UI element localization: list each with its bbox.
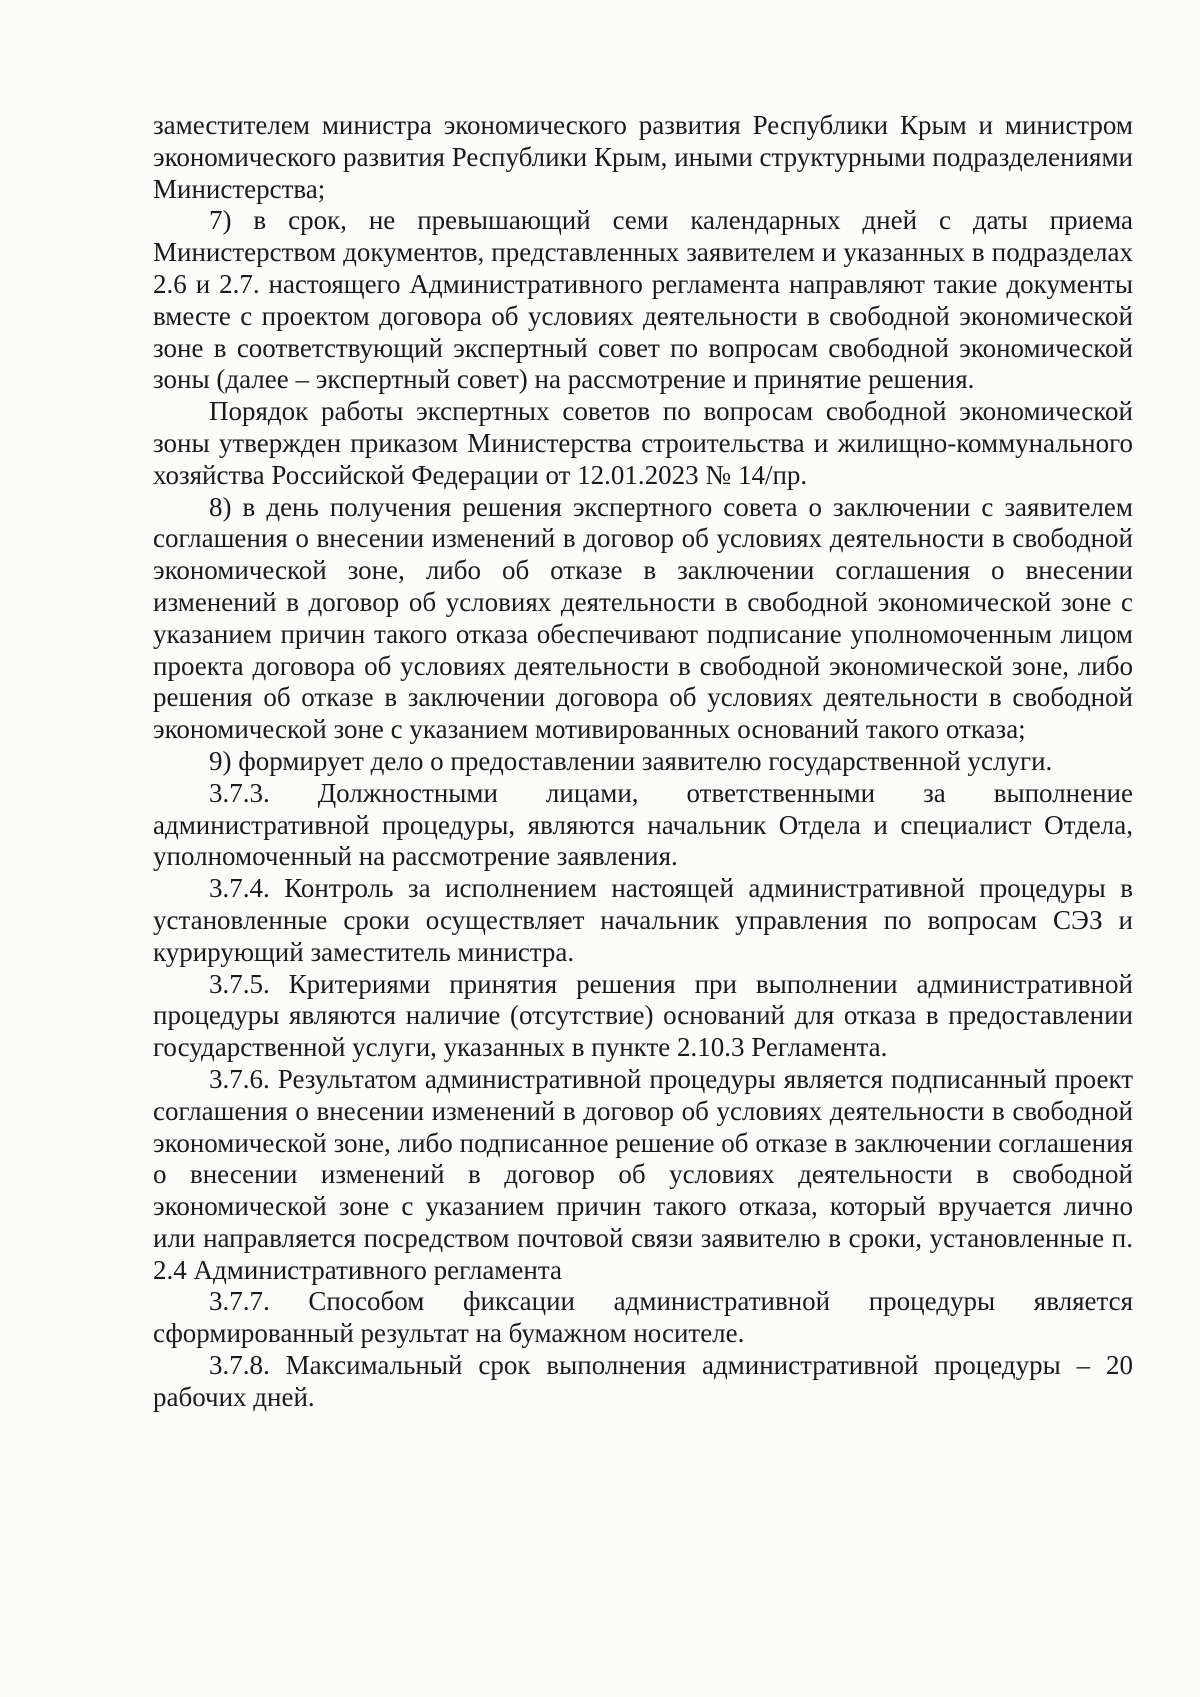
- paragraph-3-7-3: 3.7.3. Должностными лицами, ответственными за выполнение административной процедуры, являются начальник Отдела и специалист Отдела, уполномоченный на рассмотрение заявления.: [153, 777, 1133, 872]
- paragraph-item-9: 9) формирует дело о предоставлении заявителю государственной услуги.: [209, 745, 1053, 776]
- paragraph-3-7-8: 3.7.8. Максимальный срок выполнения административной процедуры – 20 рабочих дней.: [153, 1350, 1133, 1412]
- paragraph-expert-council-order: Порядок работы экспертных советов по вопросам свободной экономической зоны утвержден приказом Министерства строительства и жилищно-коммунального хозяйства Российской Федерации от 12.01.2023 № 14/пр.: [153, 396, 1133, 490]
- paragraph-3-7-7: 3.7.7. Способом фиксации административной процедуры является сформированный результат на бумажном носителе.: [153, 1286, 1133, 1349]
- paragraph-continuation: заместителем министра экономического развития Республики Крым и министром экономического развития Республики Крым, иными структурными подразделениями Министерства;: [153, 110, 1133, 204]
- document-body: [153, 110, 1133, 1414]
- paragraph-3-7-4: 3.7.4. Контроль за исполнением настоящей административной процедуры в установленные сроки осуществляет начальник управления по вопросам СЭЗ и курирующий заместитель министра.: [153, 873, 1133, 967]
- paragraph-3-7-6: 3.7.6. Результатом административной процедуры является подписанный проект соглашения о внесении изменений в договор об условиях деятельности в свободной экономической зоне, либо подписанное решение об отказе в заключении соглашения о внесении изменений в договор об условиях деятельности в свободной экономической зоне с указанием причин такого отказа, который вручается лично или направляется посредством почтовой связи заявителю в сроки, установленные п. 2.4 Административного регламента: [153, 1063, 1133, 1285]
- paragraph-item-7: 7) в срок, не превышающий семи календарных дней с даты приема Министерством документов, представленных заявителем и указанных в подразделах 2.6 и 2.7. настоящего Административного регламента направляют такие документы вместе с проектом договора об условиях деятельности в свободной экономической зоне в соответствующий экспертный совет по вопросам свободной экономической зоны (далее – экспертный совет) на рассмотрение и принятие решения.: [153, 205, 1133, 395]
- paragraph-item-8: 8) в день получения решения экспертного совета о заключении с заявителем соглашения о внесении изменений в договор об условиях деятельности в свободной экономической зоне, либо об отказе в заключении соглашения о внесении изменений в договор об условиях деятельности в свободной экономической зоне с указанием причин такого отказа обеспечивают подписание уполномоченным лицом проекта договора об условиях деятельности в свободной экономической зоне, либо решения об отказе в заключении договора об условиях деятельности в свободной экономической зоне с указанием мотивированных оснований такого отказа;: [153, 491, 1133, 745]
- paragraph-3-7-5: 3.7.5. Критериями принятия решения при выполнении административной процедуры являются наличие (отсутствие) оснований для отказа в предоставлении государственной услуги, указанных в пункте 2.10.3 Регламента.: [153, 968, 1133, 1063]
